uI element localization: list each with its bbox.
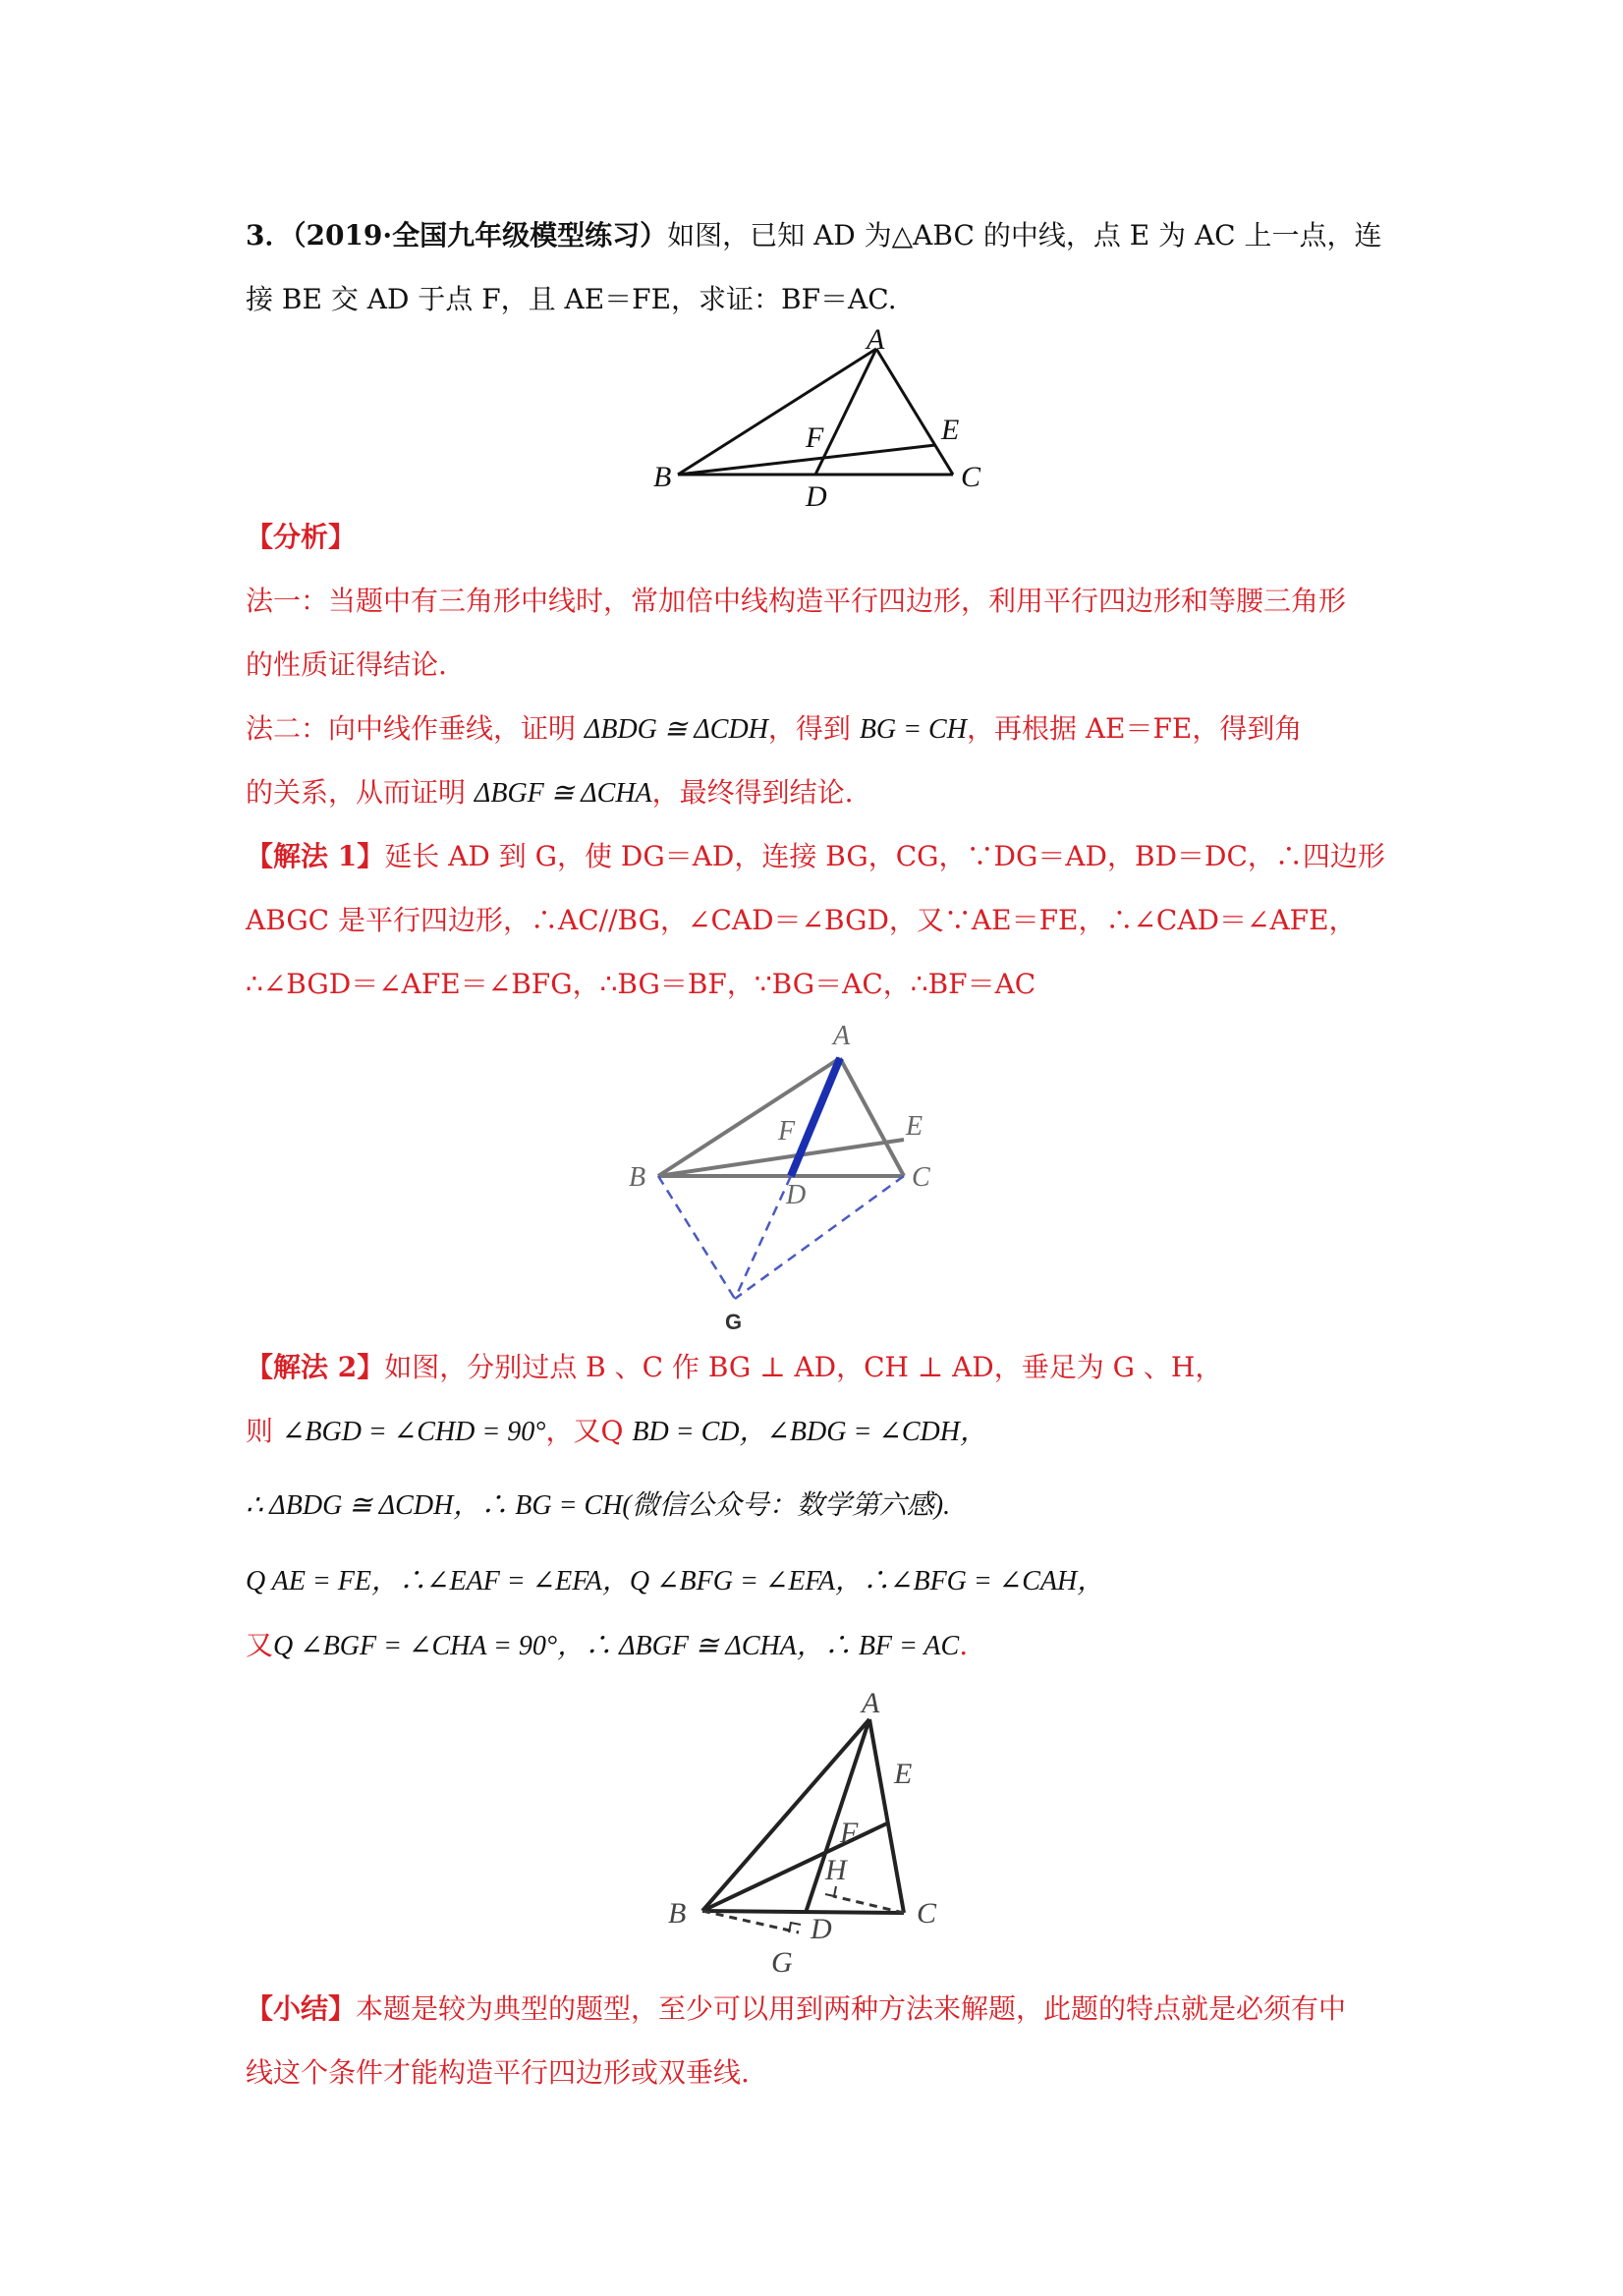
solution1-line2: ABGC 是平行四边形，∴AC//BG，∠CAD＝∠BGD，又∵AE＝FE，∴∠CAD＝∠AFE， <box>246 904 1357 936</box>
m2a-text3: ，再根据 AE＝FE，得到角 <box>966 712 1303 745</box>
solution2-text2b: ，又Q <box>545 1415 633 1447</box>
solution2-heading: 【解法 2】 <box>246 1351 385 1383</box>
fig1-label-d: D <box>806 480 827 511</box>
solution2-line3: ∴ ΔBDG ≅ ΔCDH，∴ BG = CH(微信公众号：数学第六感). <box>246 1490 951 1521</box>
solution2-text5a: 又 <box>246 1629 274 1661</box>
summary-text1: 本题是较为典型的题型，至少可以用到两种方法来解题，此题的特点就是必须有中 <box>356 1992 1347 2025</box>
solution2-text2a: 则 <box>246 1415 282 1447</box>
m2b-text1: 的关系，从而证明 <box>246 776 475 809</box>
summary-line2: 线这个条件才能构造平行四边形或双垂线. <box>246 2056 750 2089</box>
solution2-text1: 如图，分别过点 B 、C 作 BG ⊥ AD，CH ⊥ AD，垂足为 G 、H， <box>384 1351 1223 1383</box>
fig3-label-d: D <box>811 1913 832 1945</box>
figure-3-perpendiculars <box>653 1675 968 1989</box>
fig3-label-g: G <box>771 1946 793 1979</box>
fig2-label-f: F <box>778 1116 796 1147</box>
fig1-label-b: B <box>653 461 672 493</box>
fig2-label-a: A <box>833 1021 851 1051</box>
problem-text-2: 接 BE 交 AD 于点 F，且 AE＝FE，求证：BF＝AC. <box>246 283 897 315</box>
solution1-text1: 延长 AD 到 G，使 DG＝AD，连接 BG，CG，∵DG＝AD，BD＝DC，∴四边形 <box>384 840 1385 872</box>
figure-1-triangle <box>648 329 1002 511</box>
solution2-math2b: BD = CD，∠BDG = ∠CDH， <box>632 1417 987 1447</box>
solution2-math5: Q ∠BGF = ∠CHA = 90°，∴ ΔBGF ≅ ΔCHA，∴ BF = AC <box>273 1631 960 1661</box>
figure-2-parallelogram <box>619 1017 973 1336</box>
m2b-text2: ，最终得到结论. <box>651 776 854 809</box>
analysis-method2-line1 <box>246 709 1302 750</box>
fig3-label-a: A <box>862 1687 880 1719</box>
fig2-label-g: G <box>725 1310 743 1334</box>
fig1-label-e: E <box>941 414 960 446</box>
fig2-label-c: C <box>912 1162 930 1193</box>
m2b-math1: ΔBGF ≅ ΔCHA <box>474 778 652 809</box>
fig1-label-a: A <box>867 329 885 356</box>
fig3-label-h: H <box>825 1854 847 1886</box>
summary-line1 <box>246 1989 1346 2029</box>
solution2-text5c: . <box>959 1629 969 1661</box>
fig1-label-f: F <box>806 421 824 454</box>
m2a-math1: ΔBDG ≅ ΔCDH <box>584 714 768 745</box>
fig3-label-c: C <box>917 1897 937 1930</box>
solution2-line5 <box>246 1626 968 1666</box>
m2a-math2: BG = CH <box>859 714 967 745</box>
solution1-line3: ∴∠BGD＝∠AFE＝∠BFG，∴BG＝BF，∵BG＝AC，∴BF＝AC <box>246 968 1036 1000</box>
problem-source: （2019·全国九年级模型练习） <box>292 219 668 252</box>
analysis-method2-line2 <box>246 773 854 813</box>
m2a-text1: 法二：向中线作垂线，证明 <box>246 712 585 745</box>
problem-text-1: 如图，已知 AD 为△ABC 的中线，点 E 为 AC 上一点，连 <box>667 219 1382 252</box>
fig2-label-e: E <box>906 1111 923 1142</box>
solution2-math2: ∠BGD = ∠CHD = 90° <box>281 1417 546 1447</box>
fig2-label-d: D <box>786 1180 807 1210</box>
fig3-label-f: F <box>840 1817 859 1849</box>
m2a-text2: ，得到 <box>767 712 860 745</box>
fig3-label-b: B <box>668 1897 687 1930</box>
analysis-method1-line2: 的性质证得结论. <box>246 648 447 681</box>
solution2-line4: Q AE = FE，∴∠EAF = ∠EFA，Q ∠BFG = ∠EFA，∴∠BFG = ∠CAH， <box>246 1566 1105 1596</box>
fig2-label-b: B <box>629 1162 646 1193</box>
problem-number: 3． <box>246 219 293 252</box>
solution2-line1 <box>246 1348 1222 1387</box>
fig3-label-e: E <box>894 1758 913 1790</box>
solution2-line2 <box>246 1412 987 1452</box>
fig1-label-c: C <box>961 461 981 493</box>
summary-heading: 【小结】 <box>246 1992 357 2025</box>
problem-line-1 <box>246 216 1382 255</box>
solution1-heading: 【解法 1】 <box>246 840 385 872</box>
analysis-method1-line1: 法一：当题中有三角形中线时，常加倍中线构造平行四边形，利用平行四边形和等腰三角形 <box>246 585 1347 617</box>
solution1-line1 <box>246 837 1385 876</box>
analysis-heading: 【分析】 <box>246 521 357 553</box>
problem-line-2 <box>246 280 897 319</box>
